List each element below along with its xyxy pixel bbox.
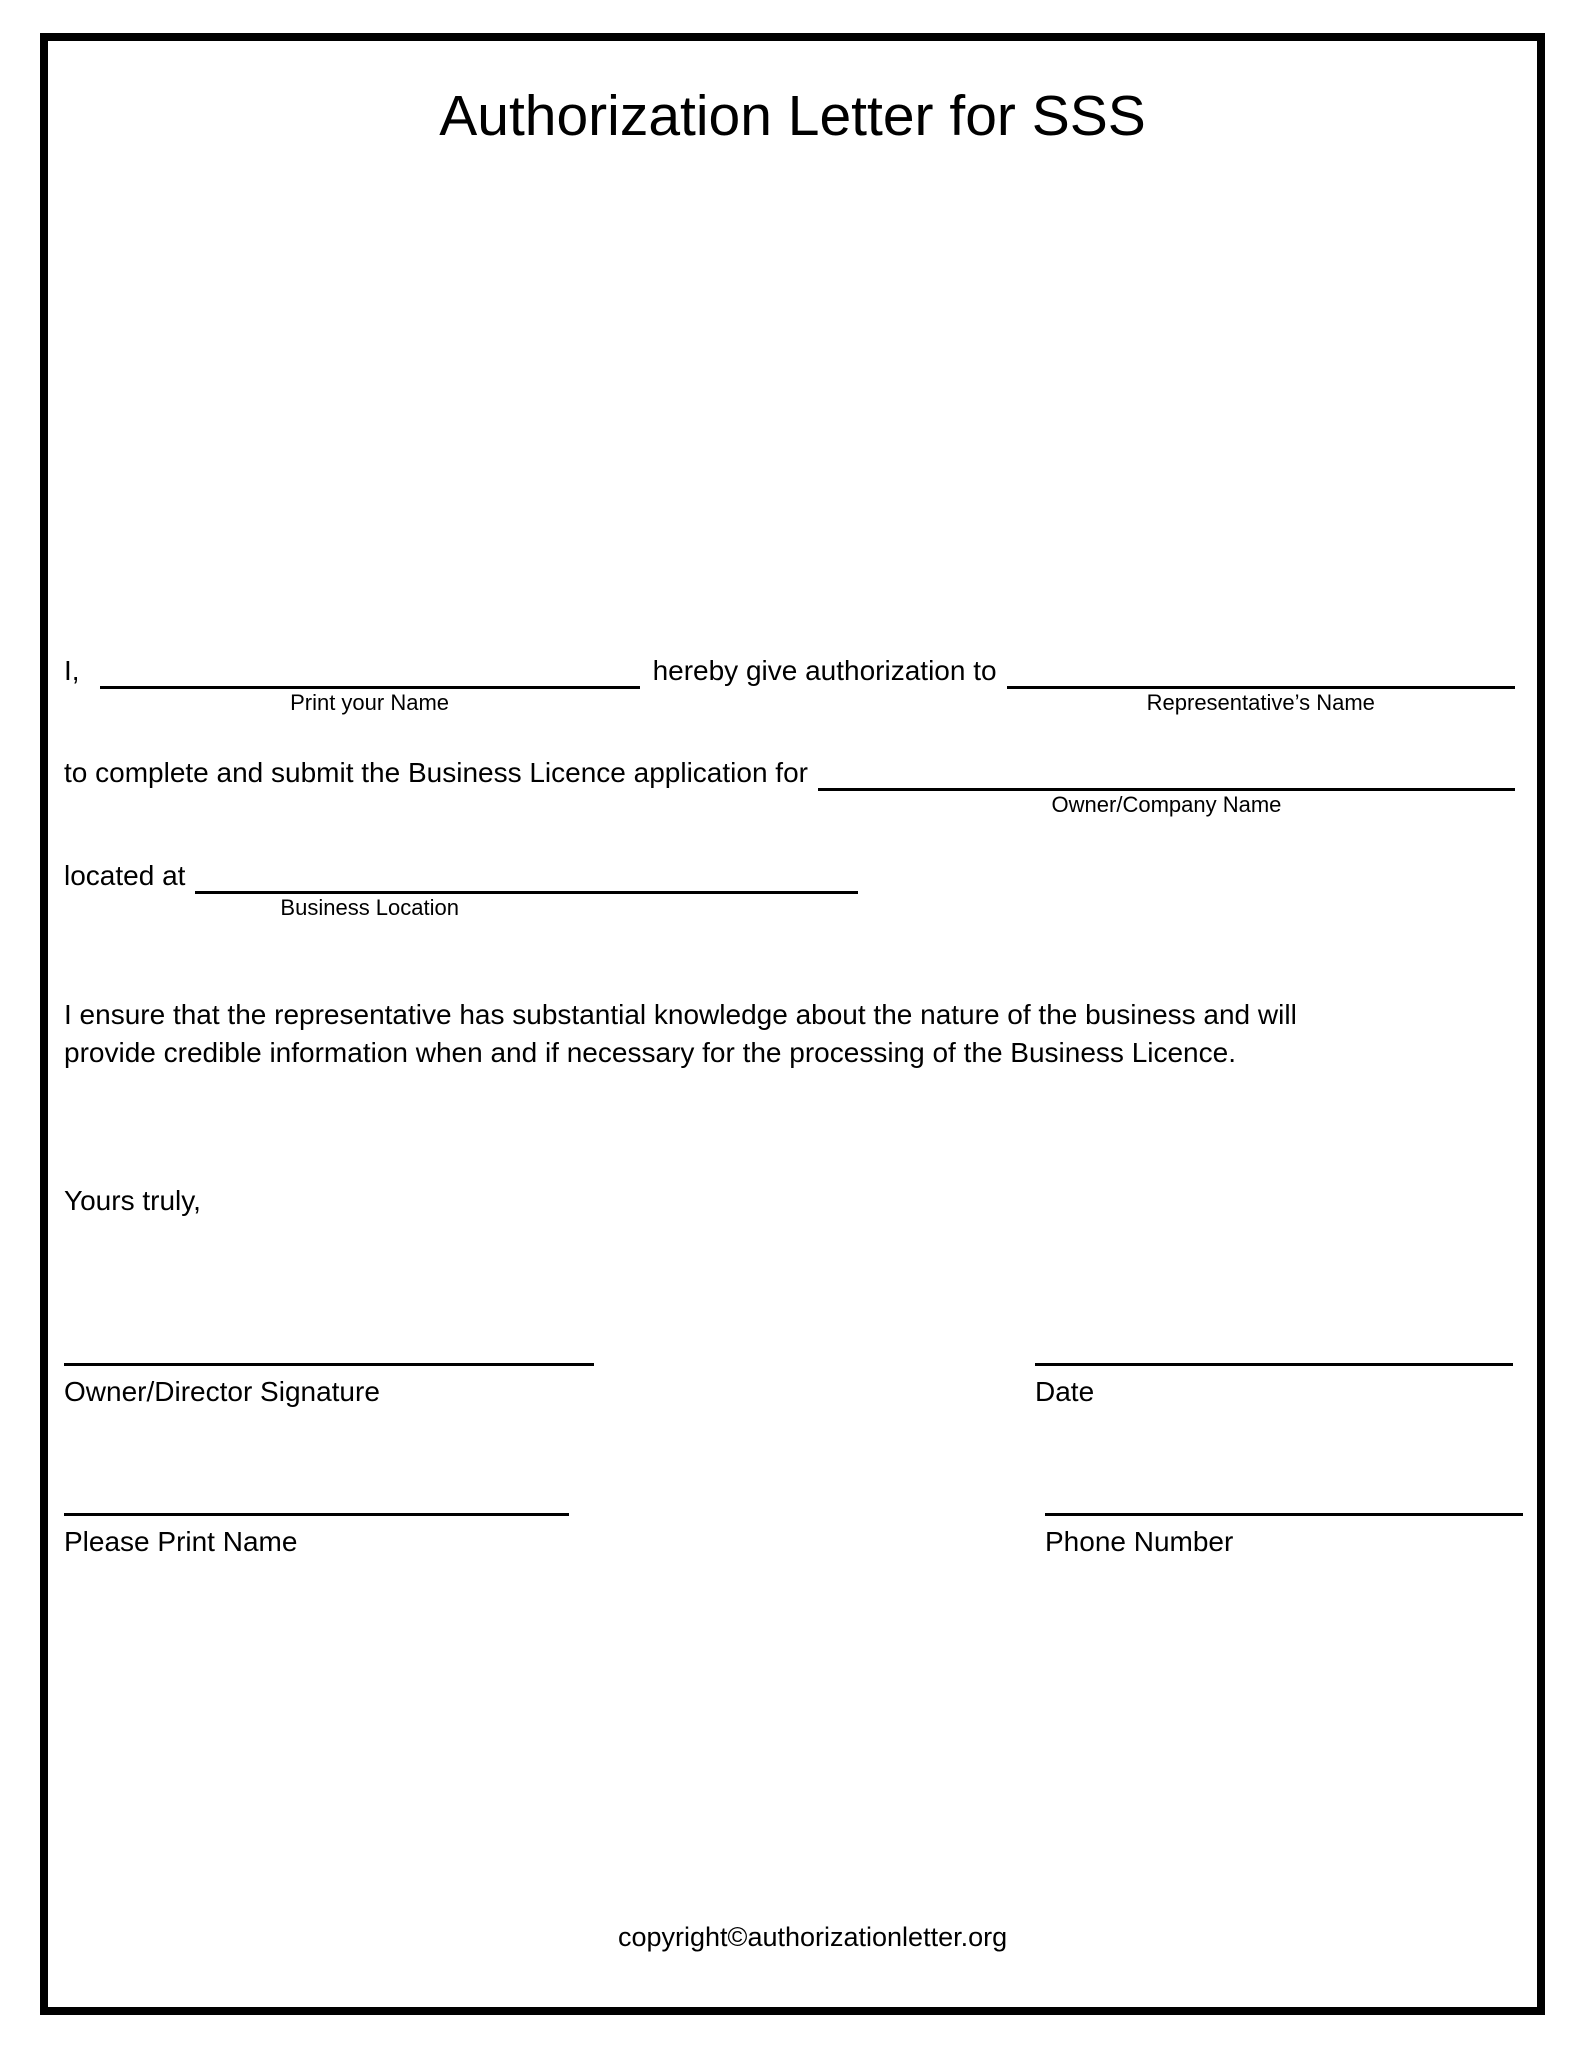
- business-location-blank-label: Business Location: [280, 895, 459, 920]
- line3-text: located at: [64, 860, 186, 891]
- owner-signature-line: [64, 1363, 594, 1366]
- owner-company-name-blank-label: Owner/Company Name: [1051, 792, 1282, 817]
- print-name-blank: [100, 656, 640, 715]
- owner-company-name-blank: [818, 758, 1515, 817]
- date-line: [1035, 1363, 1513, 1366]
- assurance-paragraph-line1: I ensure that the representative has substantial knowledge about the nature of the business and will: [64, 999, 1297, 1030]
- copyright-text: copyright©authorizationletter.org: [618, 1922, 1008, 1952]
- phone-number-field: [1045, 1513, 1523, 1559]
- line2-text: to complete and submit the Business Licence application for: [64, 757, 808, 788]
- closing-text: Yours truly,: [64, 1185, 201, 1216]
- phone-number-line: [1045, 1513, 1523, 1516]
- assurance-paragraph: [64, 996, 1529, 1072]
- representative-name-blank-label: Representative’s Name: [1146, 690, 1375, 715]
- business-location-blank: [195, 861, 858, 920]
- line1-middle-text: hereby give authorization to: [652, 655, 997, 686]
- line1-prefix: I,: [64, 655, 80, 686]
- representative-name-blank: [1007, 656, 1515, 715]
- phone-number-label: Phone Number: [1045, 1526, 1234, 1557]
- letter-page: [40, 33, 1545, 2015]
- assurance-paragraph-line2: provide credible information when and if necessary for the processing of the Business Licence.: [64, 1037, 1236, 1068]
- print-name-field-label: Please Print Name: [64, 1526, 298, 1557]
- print-name-line: [64, 1513, 569, 1516]
- page-title: Authorization Letter for SSS: [439, 84, 1146, 148]
- authorization-line: [64, 653, 1515, 715]
- print-name-blank-label: Print your Name: [290, 690, 450, 715]
- application-line: [64, 755, 1515, 817]
- date-field: [1035, 1363, 1513, 1409]
- location-line: [64, 858, 858, 920]
- date-label: Date: [1035, 1376, 1095, 1407]
- print-name-field: [64, 1513, 569, 1559]
- owner-signature-field: [64, 1363, 594, 1409]
- owner-signature-label: Owner/Director Signature: [64, 1376, 380, 1407]
